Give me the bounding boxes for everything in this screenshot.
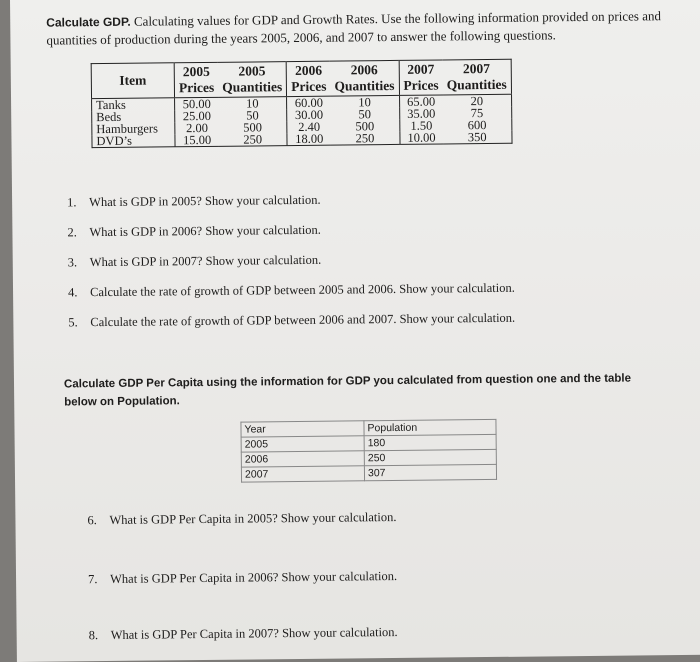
item-header: Item: [91, 63, 174, 99]
question-item: 2. What is GDP in 2006? Show your calculation.: [67, 222, 321, 240]
question-item: 4. Calculate the rate of growth of GDP between 2005 and 2006. Show your calculation.: [67, 280, 515, 300]
table-cell: 250: [364, 449, 496, 465]
table-cell: 75: [470, 106, 484, 121]
question-item: 5. Calculate the rate of growth of GDP between 2006 and 2007. Show your calculation.: [68, 310, 516, 330]
production-table: [91, 59, 513, 148]
table-cell: 25.00: [175, 110, 219, 122]
table-cell: 30.00: [287, 109, 331, 121]
col-header: 2005 Quantities: [218, 62, 287, 98]
production-header-row: [91, 59, 511, 98]
table-row: [241, 464, 496, 482]
item-name: Hamburgers: [96, 121, 158, 137]
section2-instructions: Calculate GDP Per Capita using the information for GDP you calculated from question one and the table below on Population.: [63, 372, 632, 409]
table-cell: 50: [358, 107, 372, 122]
col-header: 2006 Prices: [286, 61, 330, 96]
table-cell: 50: [246, 108, 259, 123]
table-cell: 2.00: [175, 122, 219, 134]
table-cell: 307: [364, 464, 496, 480]
question-item: 7. What is GDP Per Capita in 2006? Show your calculation.: [87, 568, 398, 587]
table-cell: 15.00: [175, 134, 219, 147]
intro-lead: Calculate GDP.: [46, 14, 131, 30]
question-item: 8. What is GDP Per Capita in 2007? Show your calculation.: [88, 624, 398, 643]
table-cell: 10.00: [399, 131, 443, 144]
col-header: 2006 Quantities: [330, 60, 399, 96]
question-item: 3. What is GDP in 2007? Show your calculation.: [67, 252, 322, 270]
table-cell: 2005: [241, 436, 364, 452]
table-cell: 2006: [241, 451, 364, 467]
worksheet-page: [10, 0, 700, 662]
question-list-part1: [67, 191, 515, 346]
intro-paragraph: [46, 7, 666, 49]
table-cell: 500: [355, 119, 375, 134]
col-header: 2007 Prices: [399, 60, 443, 95]
item-name: DVD’s: [96, 133, 132, 149]
table-cell: 500: [243, 120, 263, 135]
year-header: Year: [241, 421, 364, 437]
table-cell: 50.00: [175, 97, 219, 110]
intro-text: Calculating values for GDP and Growth Rates. Use the following information provided on prices and quantities of production during the years 2005, 2006, and 2007 to answer the following questions.: [46, 8, 662, 48]
question-item: 6. What is GDP Per Capita in 2005? Show your calculation.: [87, 509, 397, 528]
table-cell: 250: [243, 132, 263, 147]
item-name: Tanks: [96, 97, 126, 113]
table-cell: 20: [470, 94, 484, 109]
table-cell: 1.50: [399, 119, 443, 131]
table-cell: 10: [246, 96, 259, 111]
question-item: 1. What is GDP in 2005? Show your calculation.: [67, 192, 321, 210]
table-cell: 10: [358, 95, 371, 110]
table-cell: 65.00: [399, 95, 443, 108]
table-cell: 18.00: [287, 133, 331, 146]
table-cell: 250: [355, 131, 375, 146]
table-cell: 60.00: [287, 96, 331, 109]
population-table: [240, 419, 497, 483]
table-cell: 180: [364, 434, 496, 450]
col-header: 2007 Quantities: [442, 59, 511, 95]
table-cell: 2007: [241, 466, 364, 482]
table-cell: 350: [467, 130, 487, 145]
col-header: 2005 Prices: [174, 62, 218, 97]
item-name: Beds: [96, 109, 122, 125]
table-cell: 600: [467, 118, 487, 133]
table-cell: 35.00: [399, 107, 443, 119]
table-cell: 2.40: [287, 121, 331, 133]
population-header: Population: [364, 419, 496, 435]
question-list-part2: [87, 510, 397, 643]
